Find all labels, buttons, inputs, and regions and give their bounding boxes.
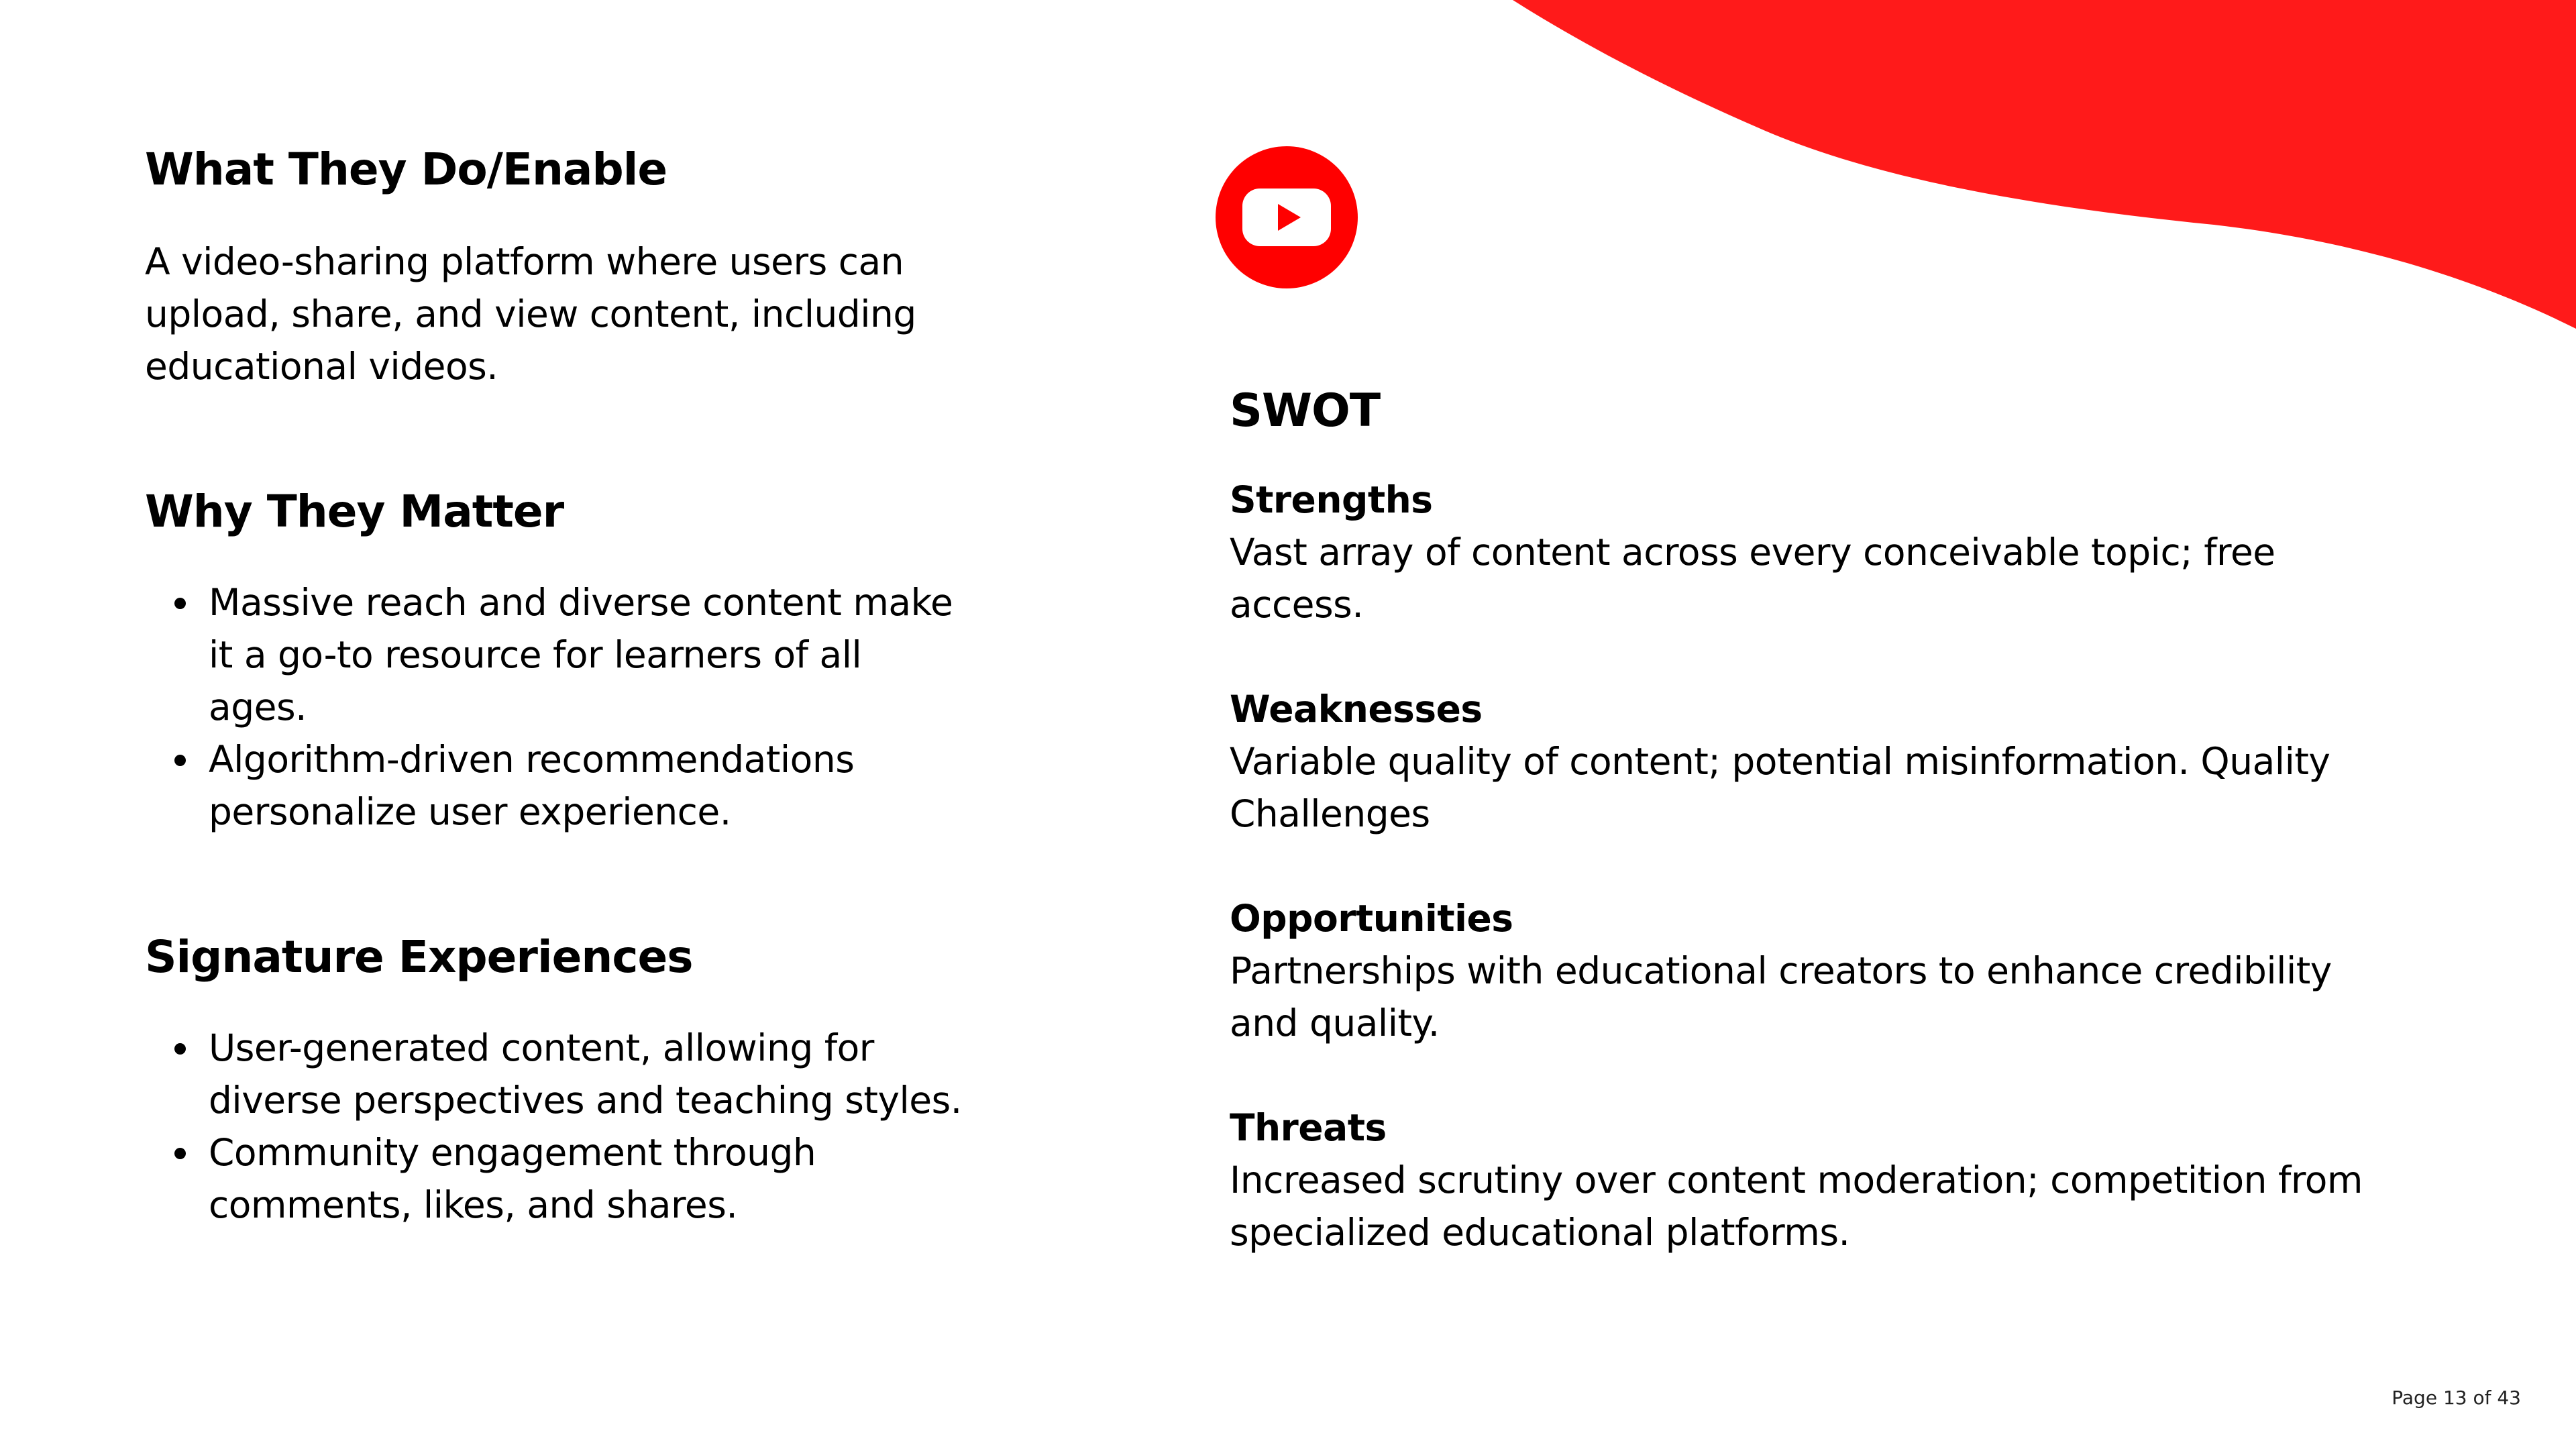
threats-label: Threats — [1230, 1106, 1387, 1149]
swot-threats — [1230, 1102, 2370, 1258]
what-description: A video-sharing platform where users can upload, share, and view content, including educational videos. — [145, 240, 916, 388]
bullet-icon — [174, 598, 186, 609]
why-section — [145, 480, 970, 838]
swot-opportunities — [1230, 892, 2370, 1049]
swot-heading: SWOT — [1230, 384, 1381, 437]
youtube-logo-icon — [1216, 146, 1358, 288]
signature-section — [145, 925, 970, 1231]
opportunities-text: Partnerships with educational creators to enhance credibility and quality. — [1230, 949, 2332, 1044]
bullet-icon — [174, 755, 186, 766]
bullet-icon — [174, 1148, 186, 1159]
signature-heading: Signature Experiences — [145, 931, 693, 983]
swot-weaknesses — [1230, 683, 2370, 840]
page-number: Page 13 of 43 — [2392, 1387, 2521, 1409]
bullet-icon — [174, 1043, 186, 1055]
list-item — [145, 733, 970, 838]
why-list — [145, 576, 970, 838]
list-item-text: User-generated content, allowing for diverse perspectives and teaching styles. — [209, 1026, 962, 1122]
what-section — [145, 138, 970, 392]
weaknesses-text: Variable quality of content; potential misinformation. Quality Challenges — [1230, 740, 2330, 835]
list-item — [145, 1126, 970, 1231]
opportunities-label: Opportunities — [1230, 897, 1513, 940]
list-item-text: Algorithm-driven recommendations personalize user experience. — [209, 738, 855, 833]
signature-list — [145, 1022, 970, 1231]
threats-text: Increased scrutiny over content moderation; competition from specialized educational platforms. — [1230, 1159, 2363, 1254]
list-item — [145, 1022, 970, 1126]
list-item-text: Massive reach and diverse content make it a go-to resource for learners of all ages. — [209, 581, 953, 729]
swot-column — [1230, 379, 2370, 1311]
left-column — [145, 138, 970, 1318]
weaknesses-label: Weaknesses — [1230, 688, 1483, 731]
red-wave-shape — [1513, 0, 2576, 329]
list-item — [145, 576, 970, 733]
list-item-text: Community engagement through comments, likes, and shares. — [209, 1131, 816, 1226]
why-heading: Why They Matter — [145, 486, 564, 537]
strengths-label: Strengths — [1230, 478, 1433, 521]
swot-strengths — [1230, 474, 2370, 631]
strengths-text: Vast array of content across every conceivable topic; free access. — [1230, 531, 2275, 626]
what-heading: What They Do/Enable — [145, 144, 667, 195]
